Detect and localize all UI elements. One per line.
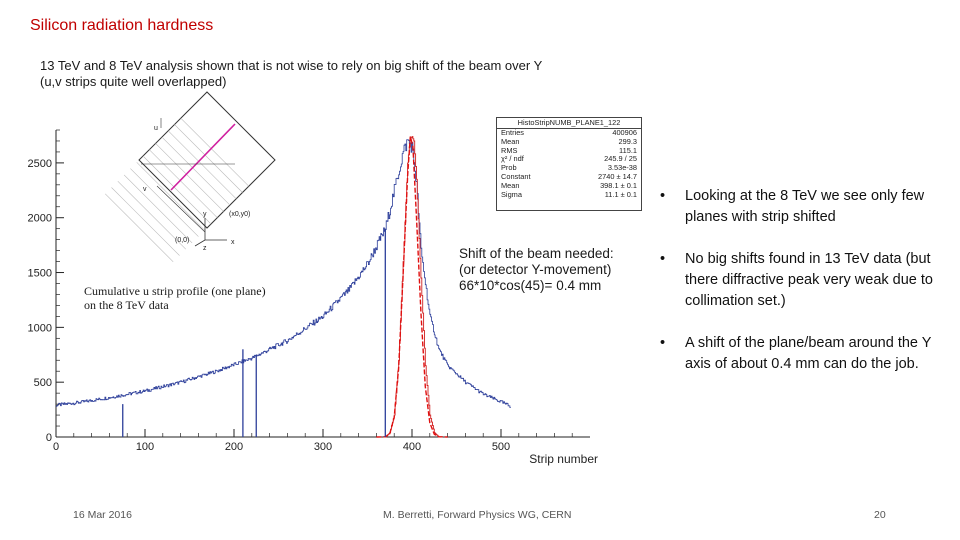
diagram-label: v xyxy=(143,186,147,193)
x-tick-label: 300 xyxy=(313,441,333,453)
stats-label: Sigma xyxy=(501,189,522,199)
x-tick-label: 100 xyxy=(135,441,155,453)
diagram-label: y xyxy=(203,211,207,218)
diagram-label: (0,0) xyxy=(175,237,190,244)
footer-author: M. Berretti, Forward Physics WG, CERN xyxy=(383,509,572,521)
x-tick-label: 0 xyxy=(52,441,60,453)
stats-label: Prob xyxy=(501,163,517,173)
stats-value: 2740 ± 14.7 xyxy=(598,171,637,181)
stats-value: 245.9 / 25 xyxy=(604,154,637,164)
x-tick-label: 400 xyxy=(402,441,422,453)
y-tick-label: 2500 xyxy=(27,157,52,170)
stats-box-title: HistoStripNUMB_PLANE1_122 xyxy=(497,118,641,129)
stats-value: 400906 xyxy=(612,128,637,137)
stats-label: RMS xyxy=(501,145,518,155)
stats-value: 11.1 ± 0.1 xyxy=(604,189,637,199)
y-tick-label: 500 xyxy=(33,377,52,390)
cumulative-profile-label xyxy=(84,284,266,312)
overlay-histogram-line xyxy=(385,137,439,437)
stats-label: Mean xyxy=(501,136,520,146)
stats-label: χ² / ndf xyxy=(501,154,524,164)
y-tick-label: 1500 xyxy=(27,267,52,280)
histogram-series-line xyxy=(56,140,511,408)
bullet-item: • No big shifts found in 13 TeV data (but there diffractive peak very weak due to collimation set.) xyxy=(658,249,948,312)
beam-shift-annotation xyxy=(459,246,614,294)
diagram-label: x xyxy=(231,239,235,246)
stats-label: Constant xyxy=(501,171,531,181)
footer-page-number: 20 xyxy=(874,509,886,521)
subtitle-line-2: (u,v strips quite well overlapped) xyxy=(40,74,227,89)
inset-label-line: Cumulative u strip profile (one plane) xyxy=(84,284,266,298)
x-tick-label: 200 xyxy=(224,441,244,453)
stats-value: 398.1 ± 0.1 xyxy=(600,180,637,190)
x-axis-title: Strip number xyxy=(529,452,598,466)
inset-diagram xyxy=(105,92,275,262)
stats-value: 115.1 xyxy=(619,145,637,155)
stats-row xyxy=(497,191,641,200)
stats-label: Mean xyxy=(501,180,520,190)
x-tick-label: 500 xyxy=(491,441,511,453)
diagram-label: z xyxy=(203,245,207,252)
annotation-line: Shift of the beam needed: xyxy=(459,246,614,261)
stats-label: Entries xyxy=(501,128,525,137)
bullet-item: • Looking at the 8 TeV we see only few planes with strip shifted xyxy=(658,186,948,228)
strip-line xyxy=(105,194,173,262)
inset-label-line: on the 8 TeV data xyxy=(84,298,169,312)
y-tick-label: 1000 xyxy=(27,322,52,335)
y-tick-label: 2000 xyxy=(27,212,52,225)
annotation-line: (or detector Y-movement) xyxy=(459,262,612,277)
footer-date: 16 Mar 2016 xyxy=(73,509,132,521)
stats-value: 3.53e-38 xyxy=(607,163,637,173)
bullet-item: • A shift of the plane/beam around the Y axis of about 0.4 mm can do the job. xyxy=(658,333,948,375)
subtitle-line-1: 13 TeV and 8 TeV analysis shown that is not wise to rely on big shift of the beam over Y xyxy=(40,58,543,73)
bullet-list xyxy=(658,186,948,396)
slide-title: Silicon radiation hardness xyxy=(30,17,214,34)
stats-box xyxy=(496,117,642,211)
y-tick-label: 0 xyxy=(45,432,52,444)
stats-value: 299.3 xyxy=(618,136,637,146)
gaussian-fit-line xyxy=(376,137,447,437)
diagram-label: (x0,y0) xyxy=(229,211,251,218)
diagram-label: u xyxy=(154,125,158,132)
annotation-line: 66*10*cos(45)= 0.4 mm xyxy=(459,278,602,293)
